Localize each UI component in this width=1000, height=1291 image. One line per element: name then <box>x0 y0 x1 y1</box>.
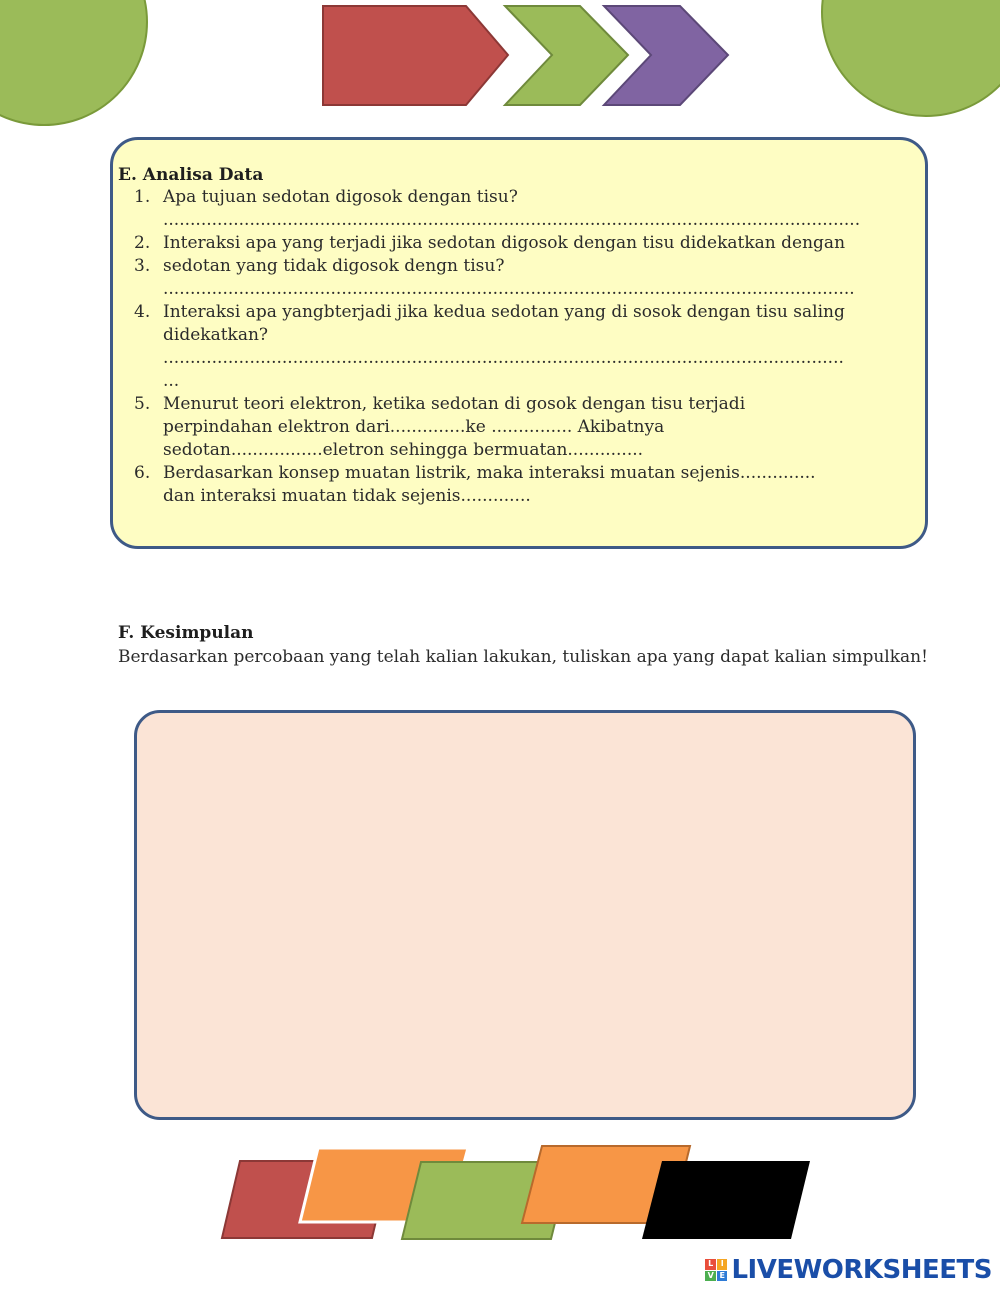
conclusion-answer-box[interactable] <box>134 710 916 1120</box>
question-text-with-blanks[interactable]: Berdasarkan konsep muatan listrik, maka interaksi muatan sejenis.............. <box>163 463 816 483</box>
question-text: didekatkan? <box>163 325 269 345</box>
top-right-circle <box>822 0 1000 116</box>
question-number: 4. <box>134 302 151 322</box>
green-chevron-shape <box>505 6 628 105</box>
logo-mark-letter: L <box>705 1259 716 1270</box>
logo-mark-letter: E <box>717 1271 728 1282</box>
conclusion-instruction: Berdasarkan percobaan yang telah kalian lakukan, tuliskan apa yang dapat kalian simpulkan! <box>118 647 928 667</box>
question-5 <box>134 393 934 462</box>
logo-mark-letter: V <box>705 1271 716 1282</box>
question-number: 5. <box>134 394 151 414</box>
answer-blank[interactable]: .............................................................................................................................. <box>163 348 844 368</box>
question-text: Apa tujuan sedotan digosok dengan tisu? <box>163 187 518 207</box>
logo-mark-letter: I <box>717 1259 728 1270</box>
question-3 <box>134 255 934 301</box>
answer-blank[interactable]: ................................................................................................................................ <box>163 279 855 299</box>
question-text: Menurut teori elektron, ketika sedotan di gosok dengan tisu terjadi <box>163 394 746 414</box>
top-left-circle <box>0 0 147 125</box>
section-f-title: F. Kesimpulan <box>118 623 254 643</box>
question-text-with-blanks[interactable]: sedotan.................eletron sehingga bermuatan.............. <box>163 440 644 460</box>
question-text: sedotan yang tidak digosok dengn tisu? <box>163 256 505 276</box>
liveworksheets-logo[interactable] <box>705 1253 992 1287</box>
question-4 <box>134 301 934 393</box>
question-2 <box>134 232 934 255</box>
question-text: Interaksi apa yang terjadi jika sedotan digosok dengan tisu didekatkan dengan <box>163 233 846 253</box>
logo-text: LIVEWORKSHEETS <box>731 1255 992 1285</box>
question-6 <box>134 462 934 508</box>
question-text-with-blanks[interactable]: dan interaksi muatan tidak sejenis............. <box>163 486 531 506</box>
question-number: 3. <box>134 256 151 276</box>
black-parallelogram <box>642 1161 810 1239</box>
section-e-title: E. Analisa Data <box>118 165 264 185</box>
question-list <box>134 186 934 508</box>
red-arrow-shape <box>323 6 508 105</box>
answer-blank[interactable]: ................................................................................................................................. <box>163 210 861 230</box>
question-number: 1. <box>134 187 151 207</box>
answer-blank-continuation: ... <box>163 371 180 391</box>
question-1 <box>134 186 934 232</box>
question-text: Interaksi apa yangbterjadi jika kedua sedotan yang di sosok dengan tisu saling <box>163 302 845 322</box>
question-number: 6. <box>134 463 151 483</box>
question-text-with-blanks[interactable]: perpindahan elektron dari..............ke ............... Akibatnya <box>163 417 665 437</box>
question-number: 2. <box>134 233 151 253</box>
logo-mark-icon <box>705 1259 727 1281</box>
